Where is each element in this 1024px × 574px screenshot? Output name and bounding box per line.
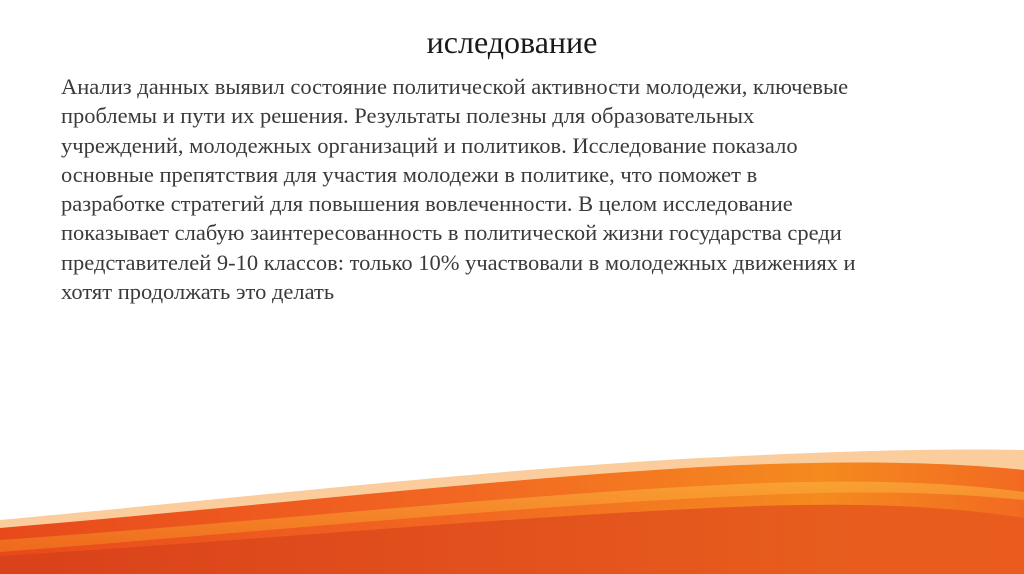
slide-paragraph <box>61 72 991 306</box>
paragraph-line: показывает слабую заинтересованность в политической жизни государства среди <box>61 220 842 246</box>
paragraph-line: разработке стратегий для повышения вовлеченности. В целом исследование <box>61 191 793 217</box>
paragraph-line: представителей 9-10 классов: только 10% участвовали в молодежных движениях и <box>61 249 856 275</box>
paragraph-line: учреждений, молодежных организаций и политиков. Исследование показало <box>61 132 798 158</box>
paragraph-line: хотят продолжать это делать <box>61 279 335 305</box>
paragraph-line: Анализ данных выявил состояние политической активности молодежи, ключевые <box>61 74 849 99</box>
slide-title: иследование <box>426 24 598 60</box>
paragraph-line: проблемы и пути их решения. Результаты полезны для образовательных <box>61 103 755 129</box>
paragraph-line: основные препятствия для участия молодежи в политике, что поможет в <box>61 161 758 187</box>
